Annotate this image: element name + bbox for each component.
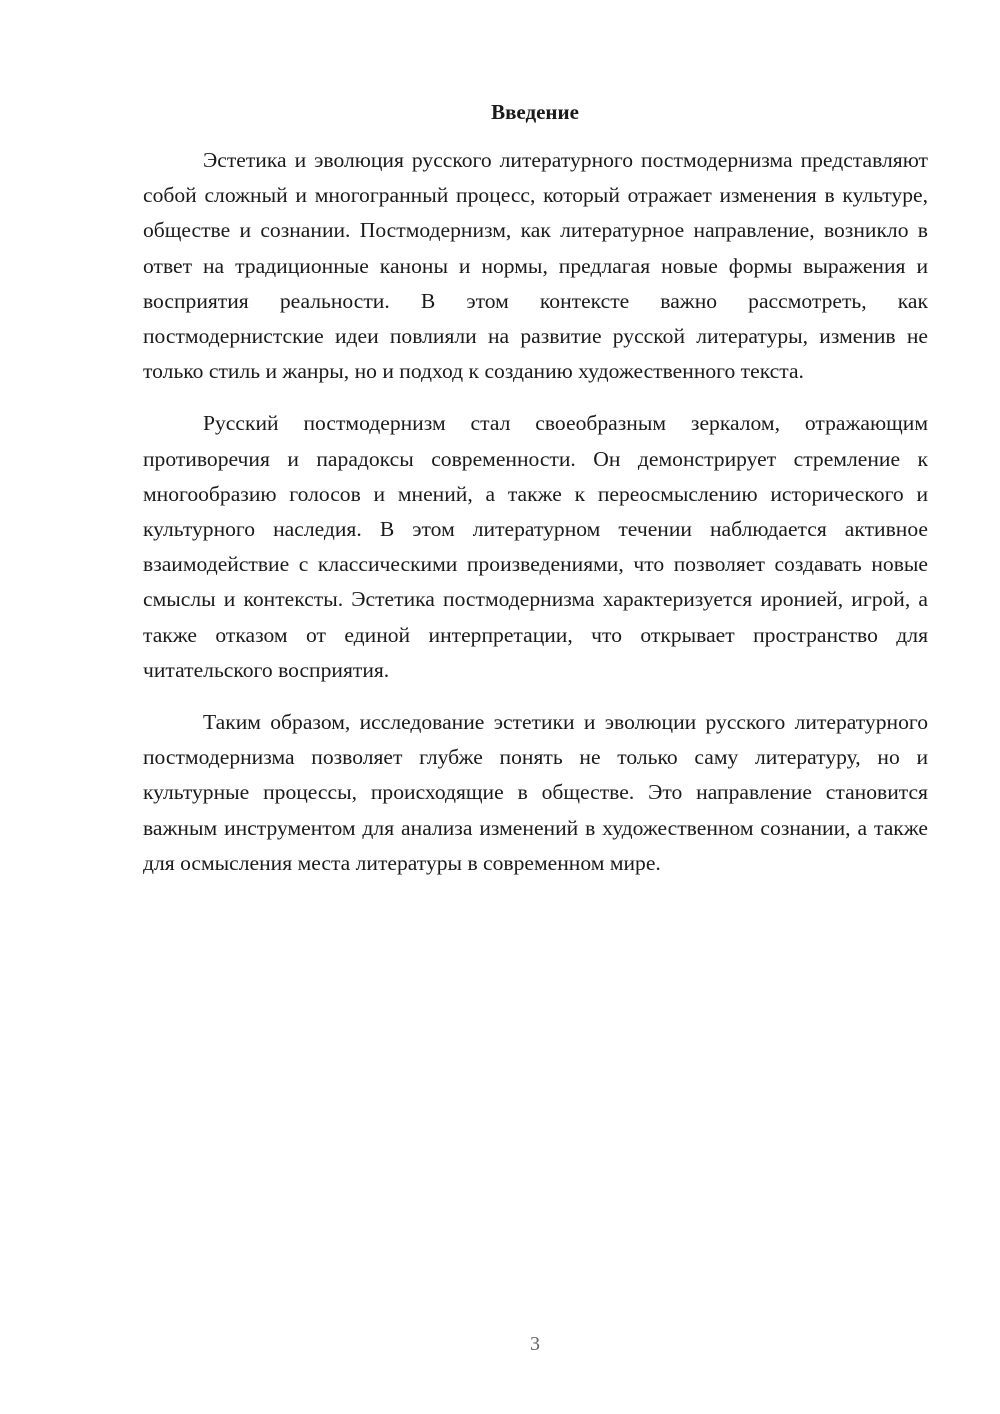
paragraph-1: Эстетика и эволюция русского литературного постмодернизма представляют собой сложный и многогранный процесс, который отражает изменения в культуре, обществе и сознании. Постмодернизм, как литературное направление, возникло в ответ на традиционные каноны и нормы, предлагая новые формы выражения и восприятия реальности. В этом контексте важно рассмотреть, как постмодернистские идеи повлияли на развитие русской литературы, изменив не только стиль и жанры, но и подход к созданию художественного текста.	[143, 148, 928, 384]
body-text	[143, 143, 928, 898]
page-number: 3	[530, 1333, 540, 1355]
section-title: Введение	[491, 100, 579, 124]
paragraph-3: Таким образом, исследование эстетики и эволюции русского литературного постмодернизма позволяет глубже понять не только саму литературу, но и культурные процессы, происходящие в обществе. Это направление становится важным инструментом для анализа изменений в художественном сознании, а также для осмысления места литературы в современном мире.	[143, 710, 928, 875]
paragraph-2: Русский постмодернизм стал своеобразным зеркалом, отражающим противоречия и парадоксы современности. Он демонстрирует стремление к многообразию голосов и мнений, а также к переосмыслению исторического и культурного наследия. В этом литературном течении наблюдается активное взаимодействие с классическими произведениями, что позволяет создавать новые смыслы и контексты. Эстетика постмодернизма характеризуется иронией, игрой, а также отказом от единой интерпретации, что открывает пространство для читательского восприятия.	[143, 411, 928, 682]
